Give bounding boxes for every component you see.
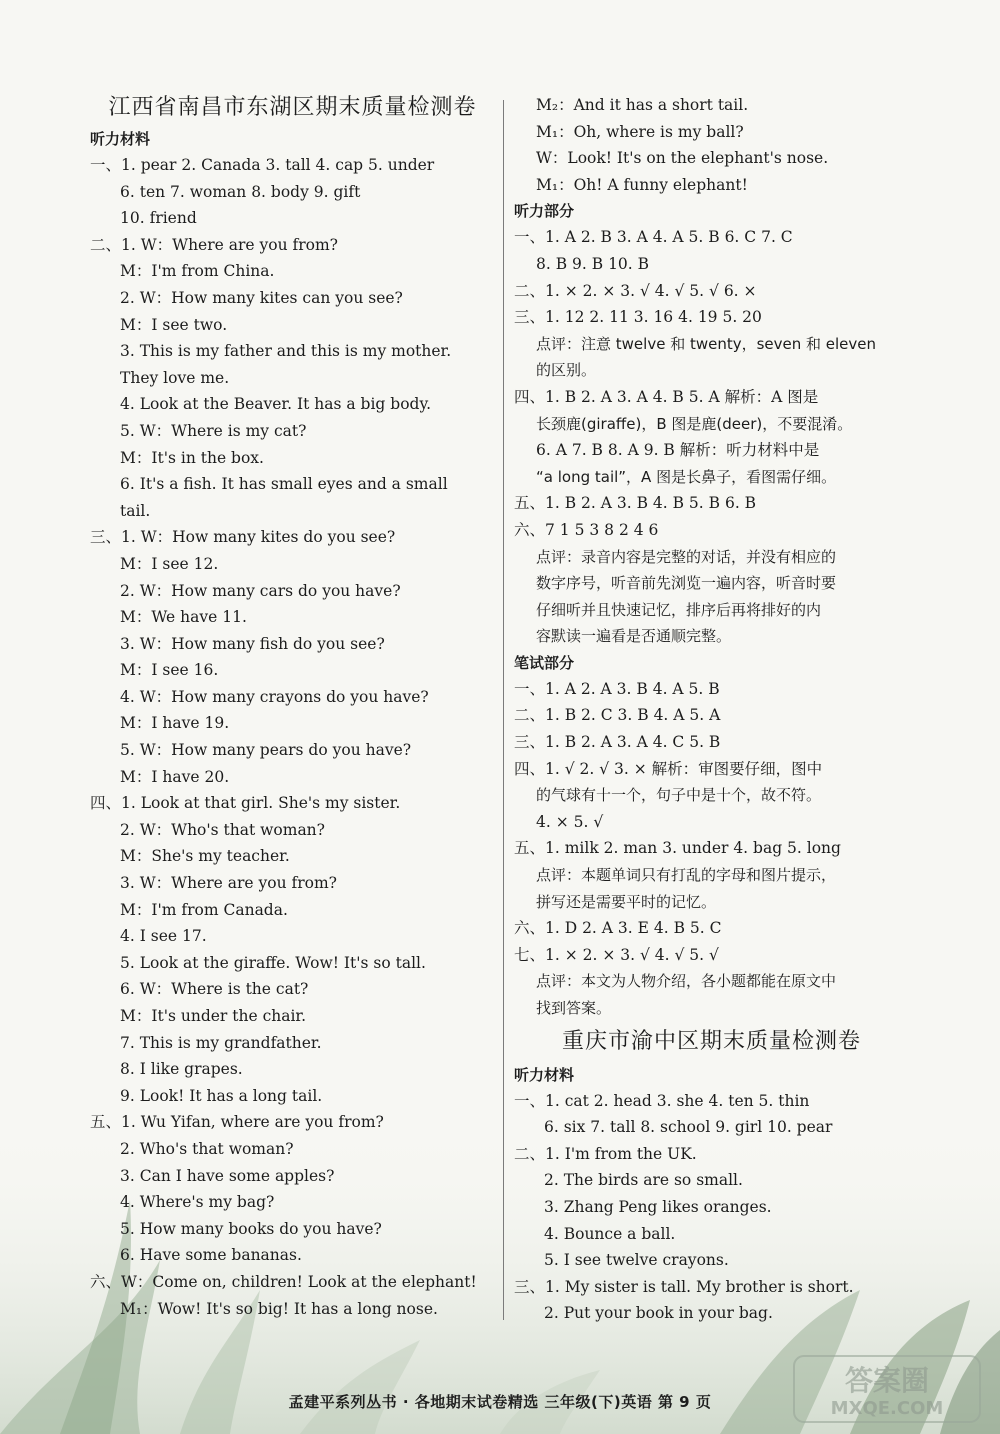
comment-line: 容默读一遍看是否通顺完整。	[536, 627, 732, 646]
answer-line: 4. × 5. √	[536, 812, 604, 831]
left-column	[90, 92, 495, 1322]
text-line: 3. W：Where are you from?	[120, 874, 337, 893]
exam-title-nanchang: 江西省南昌市东湖区期末质量检测卷	[108, 95, 477, 120]
section-label-listening-part: 听力部分	[514, 202, 575, 221]
comment-line: 的区别。	[536, 361, 597, 380]
answer-line: 三、1. B 2. A 3. A 4. C 5. B	[514, 733, 721, 752]
answer-line: 四、1. B 2. A 3. A 4. B 5. A 解析：A 图是	[514, 387, 819, 406]
section-label-written-part: 笔试部分	[514, 653, 575, 672]
text-line: 2. Who's that woman?	[120, 1139, 294, 1158]
svg-text:答案圈: 答案圈	[844, 1364, 930, 1397]
answer-line: 四、1. √ 2. √ 3. × 解析：审图要仔细，图中	[514, 759, 823, 778]
text-line: M：I see two.	[120, 315, 228, 334]
text-line: 5. How many books do you have?	[120, 1219, 382, 1238]
text-line: M：She's my teacher.	[120, 847, 290, 866]
text-line: 二、1. I'm from the UK.	[514, 1144, 697, 1163]
text-line: 9. Look! It has a long tail.	[120, 1086, 323, 1105]
text-line: 6. Have some bananas.	[120, 1246, 302, 1265]
text-line: 8. I like grapes.	[120, 1060, 243, 1079]
text-line: 一、1. cat 2. head 3. she 4. ten 5. thin	[514, 1091, 810, 1110]
text-line: 4. Bounce a ball.	[544, 1224, 676, 1243]
page-footer: 孟建平系列丛书 · 各地期末试卷精选 三年级(下)英语 第 9 页	[288, 1393, 712, 1411]
answer-line: 六、7 1 5 3 8 2 4 6	[514, 520, 659, 539]
comment-line: 找到答案。	[536, 999, 612, 1017]
text-line: 4. Look at the Beaver. It has a big body.	[120, 395, 432, 414]
text-line: M：I'm from China.	[120, 262, 275, 281]
text-line: 5. I see twelve crayons.	[544, 1251, 729, 1270]
text-line: 2. W：How many cars do you have?	[120, 581, 401, 600]
text-line: 6. It's a fish. It has small eyes and a small	[120, 475, 448, 494]
text-line: 2. W：How many kites can you see?	[120, 288, 403, 307]
text-line: 2. W：Who's that woman?	[120, 820, 325, 839]
text-line: 6. W：Where is the cat?	[120, 980, 309, 999]
text-line: 3. This is my father and this is my mother.	[120, 342, 452, 361]
text-line: M：I see 12.	[120, 554, 219, 573]
text-line: M：It's under the chair.	[120, 1007, 307, 1025]
answer-line: 五、1. milk 2. man 3. under 4. bag 5. long	[514, 839, 841, 858]
text-line: 五、1. Wu Yifan, where are you from?	[90, 1113, 384, 1132]
text-line: 二、1. W：Where are you from?	[90, 235, 338, 254]
text-line: 4. I see 17.	[120, 927, 207, 946]
text-line: M：I'm from Canada.	[120, 900, 288, 919]
text-line: 四、1. Look at that girl. She's my sister.	[90, 794, 401, 813]
text-line: 4. Where's my bag?	[120, 1193, 275, 1212]
exam-title-chongqing: 重庆市渝中区期末质量检测卷	[561, 1028, 861, 1054]
comment-line: 的气球有十一个，句子中是十个，故不符。	[536, 786, 822, 805]
text-line: 一、1. pear 2. Canada 3. tall 4. cap 5. under	[90, 156, 435, 174]
text-line: 4. W：How many crayons do you have?	[120, 687, 429, 706]
watermark-logo	[792, 1354, 982, 1424]
text-line: M₁：Wow! It's so big! It has a long nose.	[120, 1299, 438, 1318]
comment-line: 拼写还是需要平时的记忆。	[536, 892, 717, 911]
answer-line: 五、1. B 2. A 3. B 4. B 5. B 6. B	[514, 494, 757, 513]
comment-line: “a long tail”，A 图是长鼻子，看图需仔细。	[536, 467, 837, 486]
text-line: They love me.	[120, 368, 230, 387]
text-line: M：I have 20.	[120, 767, 230, 786]
answer-line: 6. A 7. B 8. A 9. B 解析：听力材料中是	[536, 441, 820, 460]
text-line: 5. W：How many pears do you have?	[120, 741, 412, 760]
text-line: 三、1. My sister is tall. My brother is short.	[514, 1277, 854, 1296]
text-line: 六、W：Come on, children! Look at the elephant!	[90, 1272, 477, 1291]
text-line: M：I have 19.	[120, 714, 230, 733]
dialog-line: M₁：Oh, where is my ball?	[536, 122, 744, 141]
text-line: 2. The birds are so small.	[544, 1171, 743, 1190]
text-line: 3. W：How many fish do you see?	[120, 634, 385, 653]
comment-line: 点评：注意 twelve 和 twenty，seven 和 eleven	[536, 334, 877, 353]
answer-line: 一、1. A 2. A 3. B 4. A 5. B	[514, 679, 720, 698]
text-line: 2. Put your book in your bag.	[544, 1304, 773, 1323]
answer-line: 七、1. × 2. × 3. √ 4. √ 5. √	[514, 945, 719, 964]
answer-line: 六、1. D 2. A 3. E 4. B 5. C	[514, 919, 722, 938]
section-label-listening-material: 听力材料	[90, 130, 151, 148]
comment-line: 点评：录音内容是完整的对话，并没有相应的	[536, 547, 837, 566]
comment-line: 长颈鹿(giraffe)，B 图是鹿(deer)，不要混淆。	[536, 414, 853, 433]
comment-line: 数字序号，听音前先浏览一遍内容，听音时要	[536, 574, 837, 593]
right-column	[514, 92, 909, 1327]
answer-line: 二、1. B 2. C 3. B 4. A 5. A	[514, 706, 721, 725]
comment-line: 点评：本文为人物介绍，各小题都能在原文中	[536, 972, 837, 991]
comment-line: 点评：本题单词只有打乱的字母和图片提示，	[536, 866, 837, 885]
column-divider	[503, 100, 504, 1320]
text-line: M：I see 16.	[120, 661, 219, 680]
text-line: 6. six 7. tall 8. school 9. girl 10. pear	[544, 1118, 833, 1137]
comment-line: 仔细听并且快速记忆，排序后再将排好的内	[536, 600, 822, 619]
text-line: 3. Can I have some apples?	[120, 1166, 335, 1185]
text-line: 7. This is my grandfather.	[120, 1033, 322, 1052]
text-line: M：It's in the box.	[120, 448, 264, 467]
text-line: 6. ten 7. woman 8. body 9. gift	[120, 182, 361, 201]
dialog-line: M₂：And it has a short tail.	[536, 96, 749, 114]
text-line: 3. Zhang Peng likes oranges.	[544, 1197, 772, 1216]
answer-line: 一、1. A 2. B 3. A 4. A 5. B 6. C 7. C	[514, 228, 793, 247]
answer-line: 二、1. × 2. × 3. √ 4. √ 5. √ 6. ×	[514, 281, 757, 300]
text-line: M：We have 11.	[120, 608, 247, 627]
text-line: tail.	[120, 501, 151, 520]
answer-line: 8. B 9. B 10. B	[536, 254, 650, 273]
answer-line: 三、1. 12 2. 11 3. 16 4. 19 5. 20	[514, 308, 762, 327]
svg-text:MXQE.COM: MXQE.COM	[830, 1398, 944, 1419]
section-label-listening-material-2: 听力材料	[514, 1065, 575, 1084]
dialog-line: W：Look! It's on the elephant's nose.	[536, 149, 829, 168]
text-line: 5. W：Where is my cat?	[120, 421, 307, 440]
text-line: 三、1. W：How many kites do you see?	[90, 528, 396, 547]
text-line: 10. friend	[120, 209, 197, 228]
text-line: 5. Look at the giraffe. Wow! It's so tall.	[120, 953, 426, 972]
dialog-line: M₁：Oh! A funny elephant!	[536, 175, 748, 194]
